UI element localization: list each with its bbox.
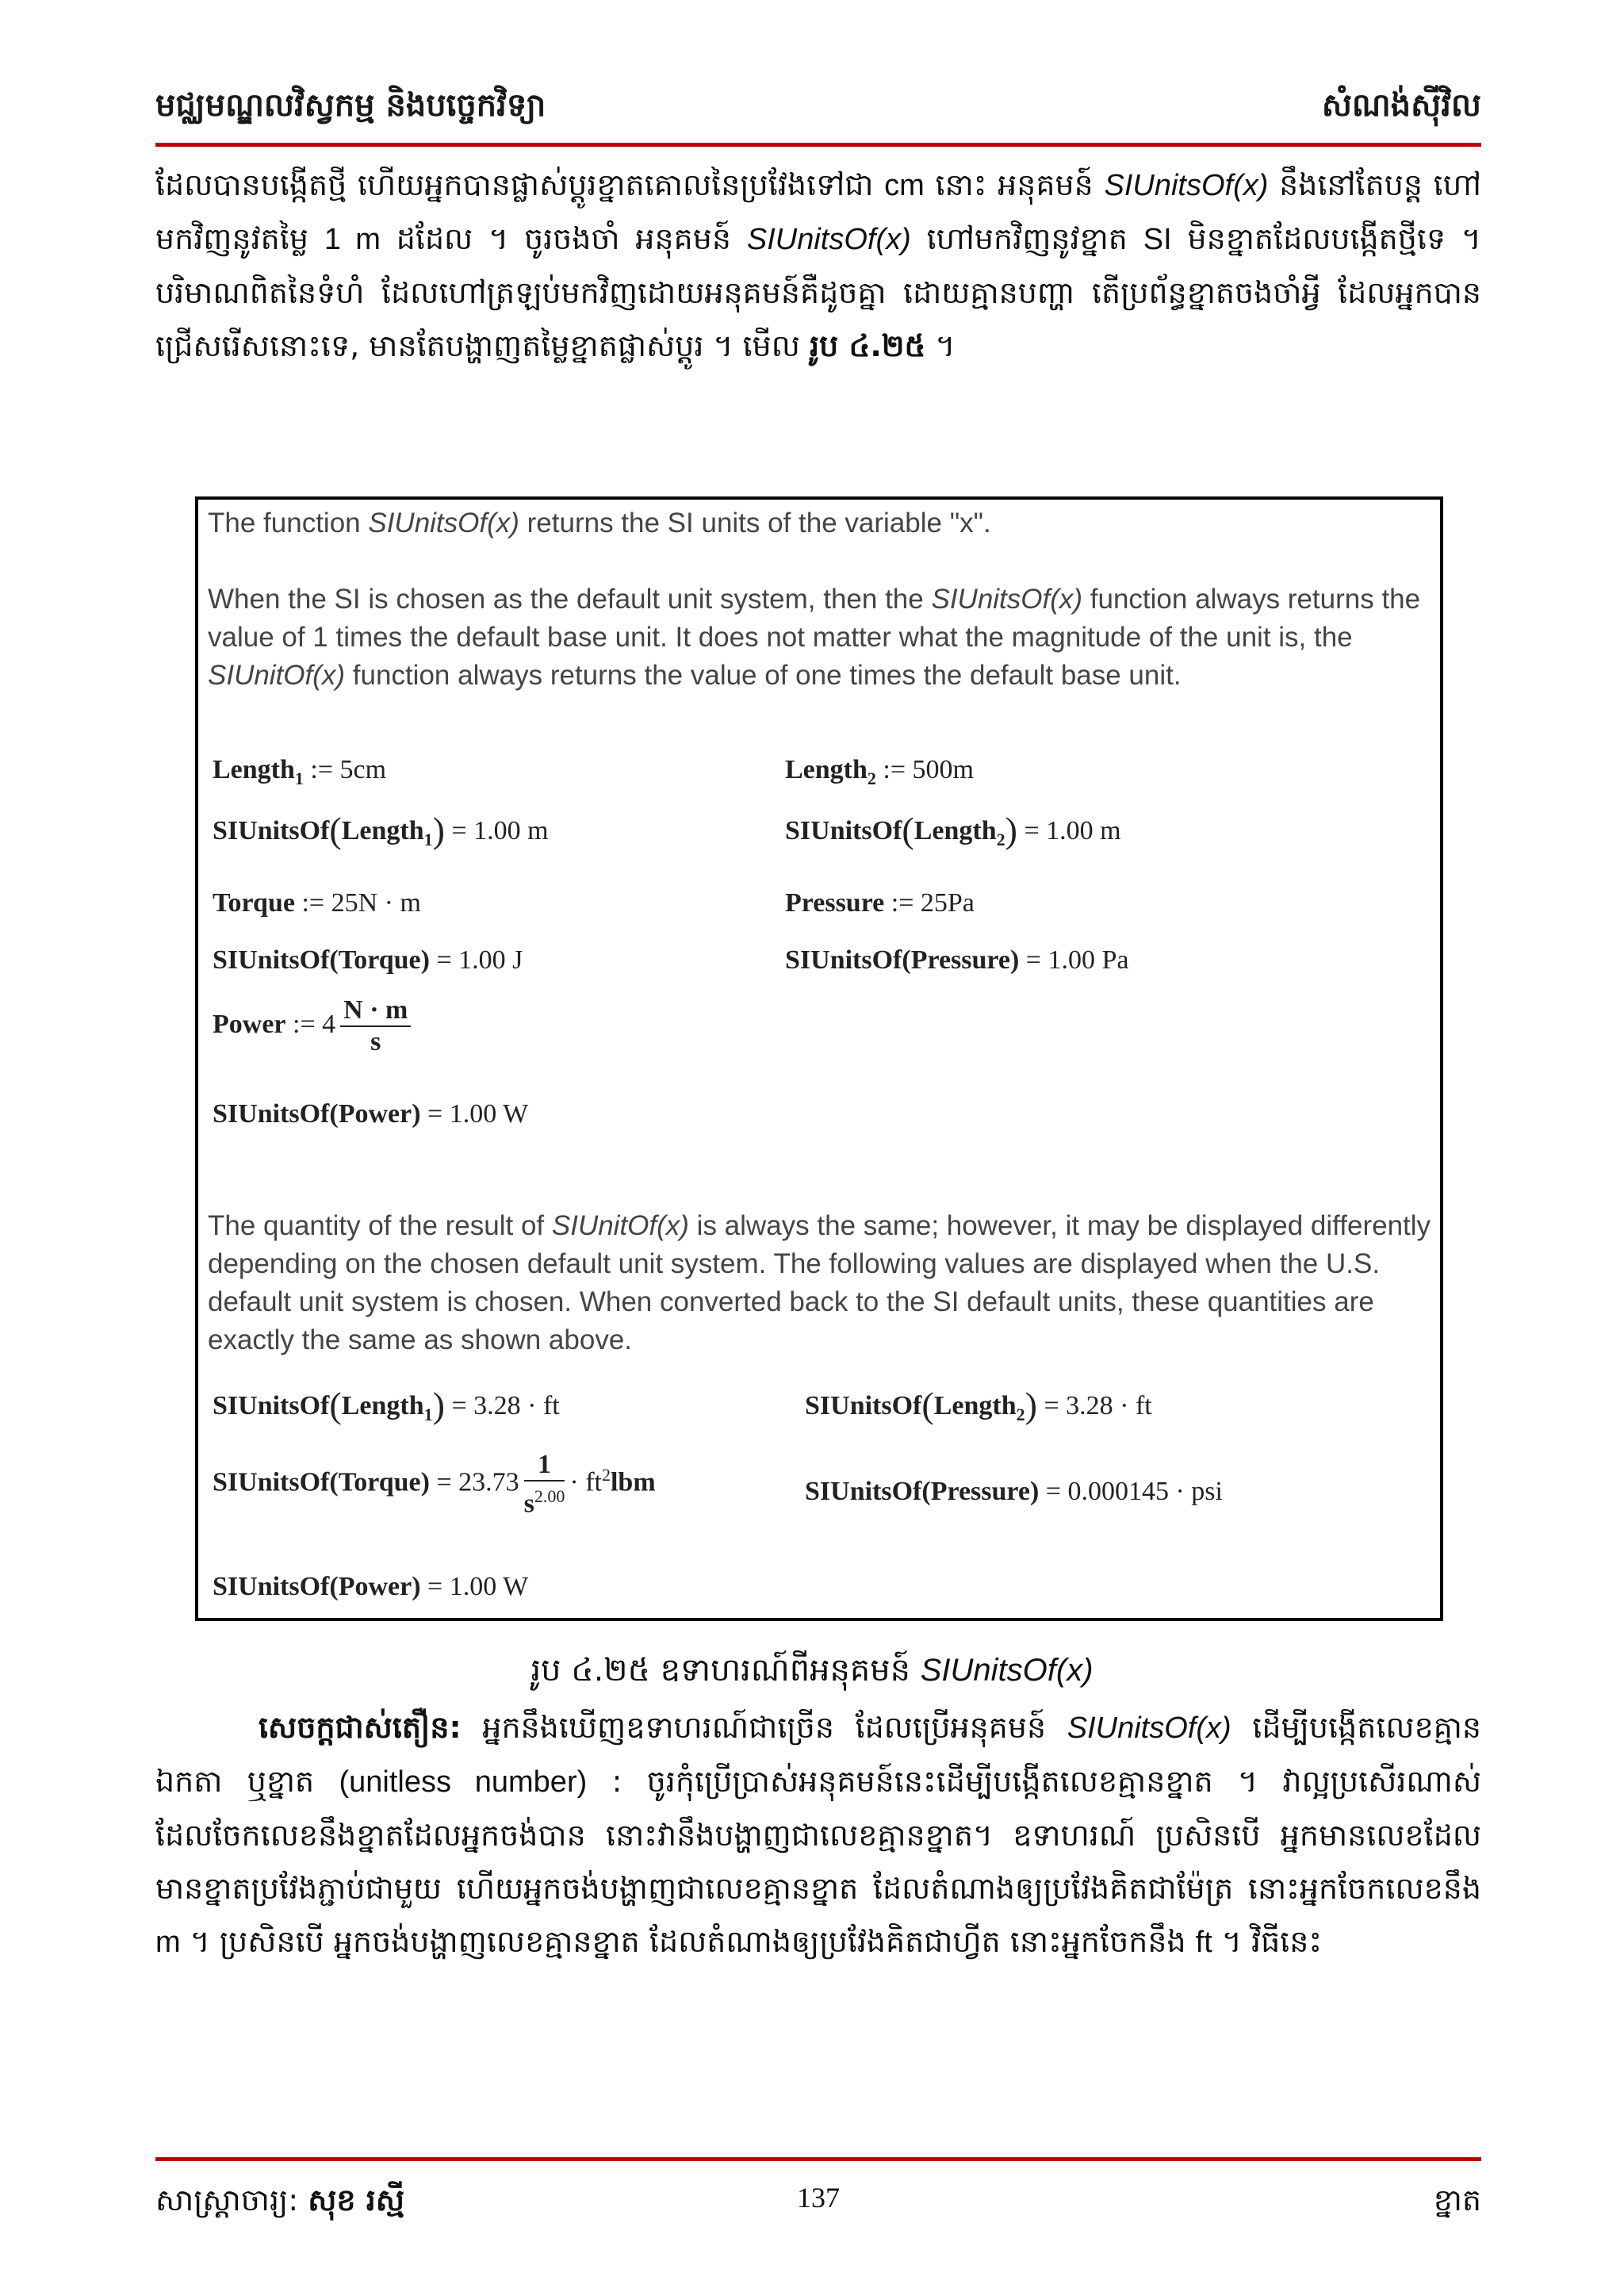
math-torque-result: SIUnitsOf(Torque) = 1.00 J [213,945,523,975]
text-run: The quantity of the result of [208,1210,552,1241]
text-run: ដដែល ។ ចូរចងចាំ អនុគមន៍ [380,221,747,256]
text-run: នឹងនៅតែបន្ត ហៅមកវិញនូវតម្លៃ [155,167,1481,256]
math-length2-def: Length$_2$ := 500m [785,755,974,788]
caption-label: រូប ៤.២៥ [530,1652,650,1688]
paragraph-note [155,1701,1481,1969]
math-pressure-result: SIUnitsOf(Pressure) = 1.00 Pa [785,945,1129,975]
caption-text: ឧទាហរណ៍ពីអនុគមន៍ [649,1652,921,1688]
function-name: SIUnitsOf(x) [368,508,519,539]
text-run: ។ ប្រសិនបើ អ្នកចង់បង្ហាញលេខគ្មានខ្នាត ដែលតំណាងឲ្យប្រវែងគិតជាហ្វីត នោះអ្នកចែកនឹង [180,1924,1196,1959]
text-run: ។ វិធីនេះ [1212,1924,1323,1959]
math-length1-def: Length$_1$ := 5cm [213,755,387,788]
text-run: ដែលបានបង្កើតថ្មី ហើយអ្នកបានផ្លាស់ប្តូរខ្នាតគោលនៃប្រវែងទៅជា [155,167,885,202]
paragraph-intro [155,159,1481,373]
text-run: (unitless number) [339,1765,588,1799]
math-us-length2: SIUnitsOf(Length$_2$) = 3.28 · ft [805,1385,1152,1425]
note-lead: សេចក្តជាស់តឿន: [259,1710,462,1745]
text-run: function always returns the value of one times the default base unit. [345,660,1182,691]
figure-reference: រូប ៤.២៥ [810,328,926,363]
text-run: ft [1195,1926,1212,1959]
header-subject: សំណង់ស៊ីវិល [1321,87,1481,124]
figure-paragraph-si [208,581,1437,695]
figure-intro [208,504,1437,542]
figure-box [195,496,1443,1621]
math-torque-def: Torque := 25N · m [213,888,421,918]
function-name: SIUnitsOf(x) [1067,1711,1231,1745]
text-run: : ចូរកុំប្រើប្រាស់អនុគមន៍នេះដើម្បីបង្កើតលេខគ្មានខ្នាត ។ វាល្អប្រសើរណាស់ ដែលចែកលេខនឹងខ្នាតដែលអ្នកចង់បាន នោះវានឹងបង្ហាញជាលេខគ្មានខ្នាត។ ឧទាហរណ៍ ប្រសិនបើ អ្នកមានលេខដែលមានខ្នាតប្រវែងភ្ជាប់ជាមួយ ហើយអ្នកចង់បង្ហាញជាលេខគ្មានខ្នាត ដែលតំណាងឲ្យប្រវែងគិតជាម៉ែត្រ នោះអ្នកចែកលេខនឹង [155,1764,1482,1906]
figure-paragraph-us [208,1207,1437,1359]
page-number: 137 [797,2182,840,2214]
text-run: SI [1143,223,1172,256]
function-name: SIUnitsOf(x) [746,223,911,256]
header-institution: មជ្ឈមណ្ឌលវិស្វកម្ម និងបច្ចេកវិទ្យា [155,87,546,124]
figure-caption [0,1650,1624,1696]
math-us-power: SIUnitsOf(Power) = 1.00 W [213,1572,529,1601]
page-header [155,79,1481,132]
text-run: ហៅមកវិញនូវខ្នាត [910,221,1143,256]
function-name: SIUnitOf(x) [551,1210,689,1241]
math-us-torque: SIUnitsOf(Torque) = 23.73 $\frac{1}{s^{2.00}}$ · $ft^2lbm$ [213,1450,656,1519]
math-length1-result: SIUnitsOf(Length$_1$) = 1.00 m [213,810,549,850]
text-run: ដើម្បីបង្កើតលេខគ្មានឯកតា ឬខ្នាត [155,1710,1481,1799]
math-power-def: Power := 4 $\frac{N \cdot m}{s}$ [213,995,416,1057]
text-run: When the SI is chosen as the default unit system, then the [208,584,932,615]
text-run: is always the same; however, it may be displayed differently depending on the chosen default unit system. The following values are displayed when the U.S. default unit system is chosen. When converted back to the SI default units, these quantities are exactly the same as shown above. [208,1210,1431,1355]
math-power-result: SIUnitsOf(Power) = 1.00 W [213,1099,529,1129]
text-run: 1 m [324,223,381,256]
text-run: returns the SI units of the variable "x". [519,508,991,539]
text-run: អ្នកនឹងឃើញឧទាហរណ៍ជាច្រើន ដែលប្រើអនុគមន៍ [461,1710,1067,1745]
math-pressure-def: Pressure := 25Pa [785,888,975,918]
page-footer [155,2173,1481,2229]
math-us-length1: SIUnitsOf(Length$_1$) = 3.28 · ft [213,1385,560,1425]
footer-chapter: ខ្នាត [1433,2183,1481,2217]
text-run: ។ [925,328,956,363]
text-run: នោះ អនុគមន៍ [924,167,1105,202]
function-name: SIUnitOf(x) [208,660,346,691]
footer-rule [155,2157,1481,2161]
function-name: SIUnitsOf(x) [931,584,1083,615]
math-length2-result: SIUnitsOf(Length$_2$) = 1.00 m [785,810,1121,850]
header-rule [155,143,1481,147]
text-run: m [155,1926,181,1959]
footer-author: សាស្ត្រាចារ្យ: សុខ រស្មី [155,2183,405,2217]
text-run: មិនខ្នាតដែលបង្កើតថ្មីទេ ។ បរិមាណពិតនៃទំហំ ដែលហៅត្រឡប់មកវិញដោយអនុគមន៍គឺដូចគ្នា ដោយគ្មានបញ្ហា តើប្រព័ន្ធខ្នាតចងចាំអ្វី ដែលអ្នកបានជ្រើសរើសនោះទេ, មានតែបង្ហាញតម្លៃខ្នាតផ្លាស់ប្តូរ ។ មើល [155,221,1481,363]
math-us-pressure: SIUnitsOf(Pressure) = 0.000145 · psi [805,1477,1223,1506]
function-name: SIUnitsOf(x) [1104,169,1269,202]
text-run: The function [208,508,369,539]
function-name: SIUnitsOf(x) [920,1653,1094,1688]
text-run: function always returns the value of 1 times the default base unit. It does not matter what the magnitude of the unit is, the [208,584,1421,653]
text-run: cm [884,169,925,202]
